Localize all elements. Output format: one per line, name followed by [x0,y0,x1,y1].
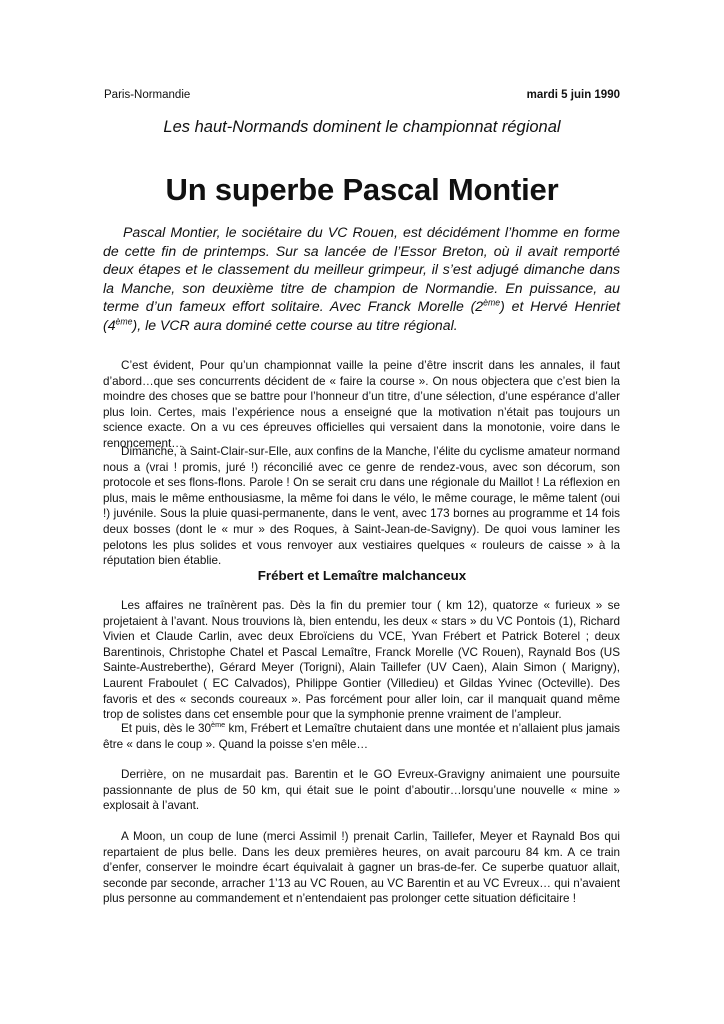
article-kicker: Les haut-Normands dominent le championnat régional [163,118,561,136]
publication-name: Paris-Normandie [104,89,191,101]
paragraph-4-text-1: Et puis, dès le 30 [121,722,212,735]
body-paragraph-5: Derrière, on ne musardait pas. Barentin et le GO Evreux-Gravigny animaient une poursuite passionnante de plus de 50 km, qui était sue le point d’aboutir…lorsqu’une nouvelle « mine » explosait à l’avant. [103,768,620,813]
article-lead [103,223,620,335]
section-subheading: Frébert et Lemaître malchanceux [257,568,467,583]
paragraph-4-text-2: km, Frébert et Lemaître chutaient dans une montée et n’allaient plus jamais être « dans le coup ». Quand la poisse s’en mêle… [103,722,620,751]
article-headline: Un superbe Pascal Montier [165,172,559,207]
body-paragraph-2: Dimanche, à Saint-Clair-sur-Elle, aux confins de la Manche, l’élite du cyclisme amateur normand nous a (vrai ! promis, juré !) réconcilié avec ce genre de rendez-vous, avec son décorum, son protocole et ses flons-flons. Parole ! On se serait cru dans une régionale du Maillot ! La réflexion en plus, mais le même enthousiasme, la même foi dans le vélo, le même courage, le même talent (oui !) juvénile. Sous la pluie quasi-permanente, dans le vent, avec 173 bornes au programme et 14 fois deux bosses (dont le « mur » des Roques, à Saint-Jean-de-Savigny). De quoi vous laminer les pelotons les plus solides et vous renvoyer aux vestiaires quelques « rouleurs de caisse » à la réputation bien établie. [103,445,620,568]
lead-text-2: ) et Hervé Henriet (4 [103,298,620,333]
body-paragraph-6: A Moon, un coup de lune (merci Assimil !) prenait Carlin, Taillefer, Meyer et Raynald Bos qui repartaient de plus belle. Dans les deux premières heures, on avait parcouru 84 km. A ce train d’enfer, conserver le moindre écart équivalait à gagner un bras-de-fer. Ce superbe quatuor allait, seconde par seconde, arracher 1’13 au VC Rouen, au VC Barentin et au VC Evreux… qui n’avaient plus personne au commandement et n’entendaient pas prolonger cette situation déficitaire ! [103,830,620,906]
masthead [104,88,620,102]
body-paragraph-3: Les affaires ne traînèrent pas. Dès la fin du premier tour ( km 12), quatorze « furieux » se projetaient à l’avant. Nous trouvions là, bien entendu, les deux « stars » du VC Pontois (1), Richard Vivien et Claude Carlin, avec deux Ebroïciens du VCE, Yvan Frébert et Patrick Boterel ; deux Barentinois, Christophe Chatel et Pascal Lemaître, Franck Morelle (VC Rouen), Raynald Bos (US Sainte-Austreberthe), Gérard Meyer (Torigni), Alain Taillefer (UV Caen), Alain Simon ( Marigny), Laurent Fraboulet ( EC Calvados), Philippe Gontier (Villedieu) et Gildas Yvinec (Octeville). Des favoris et des « seconds coureaux ». Pas forcément pour aller loin, car il manquait quand même trop de solistes dans cet ensemble pour que la symphonie prenne vraiment de l’ampleur. [103,599,620,722]
lead-superscript-1: ème [483,297,501,308]
body-paragraph-4 [103,721,620,752]
body-paragraph-1: C’est évident, Pour qu’un championnat vaille la peine d’être inscrit dans les annales, il faut d’abord…que ses concurrents décident de « faire la course ». On nous objectera que c’est bien la moindre des choses que se battre pour l’honneur d’un titre, d’une sélection, d’une espérance d’aller plus loin. Certes, mais l’expérience nous a enseigné que la motivation n’était pas toujours un science exacte. On a vu ces épreuves officielles qui versaient dans la monotonie, voire dans le renoncement… [103,359,620,450]
paragraph-4-superscript: ème [211,720,226,730]
lead-text-1: Pascal Montier, le sociétaire du VC Rouen, est décidément l’homme en forme de cette fin de printemps. Sur sa lancée de l’Essor Breton, où il avait remporté deux étapes et le classement du meilleur grimpeur, il s’est adjugé dimanche dans la Manche, son deuxième titre de champion de Normandie. En puissance, au terme d’un fameux effort solitaire. Avec Franck Morelle (2 [103,224,620,315]
lead-superscript-2: ème [115,316,133,327]
lead-text-3: ), le VCR aura dominé cette course au titre régional. [132,316,458,333]
publication-date: mardi 5 juin 1990 [526,89,620,101]
